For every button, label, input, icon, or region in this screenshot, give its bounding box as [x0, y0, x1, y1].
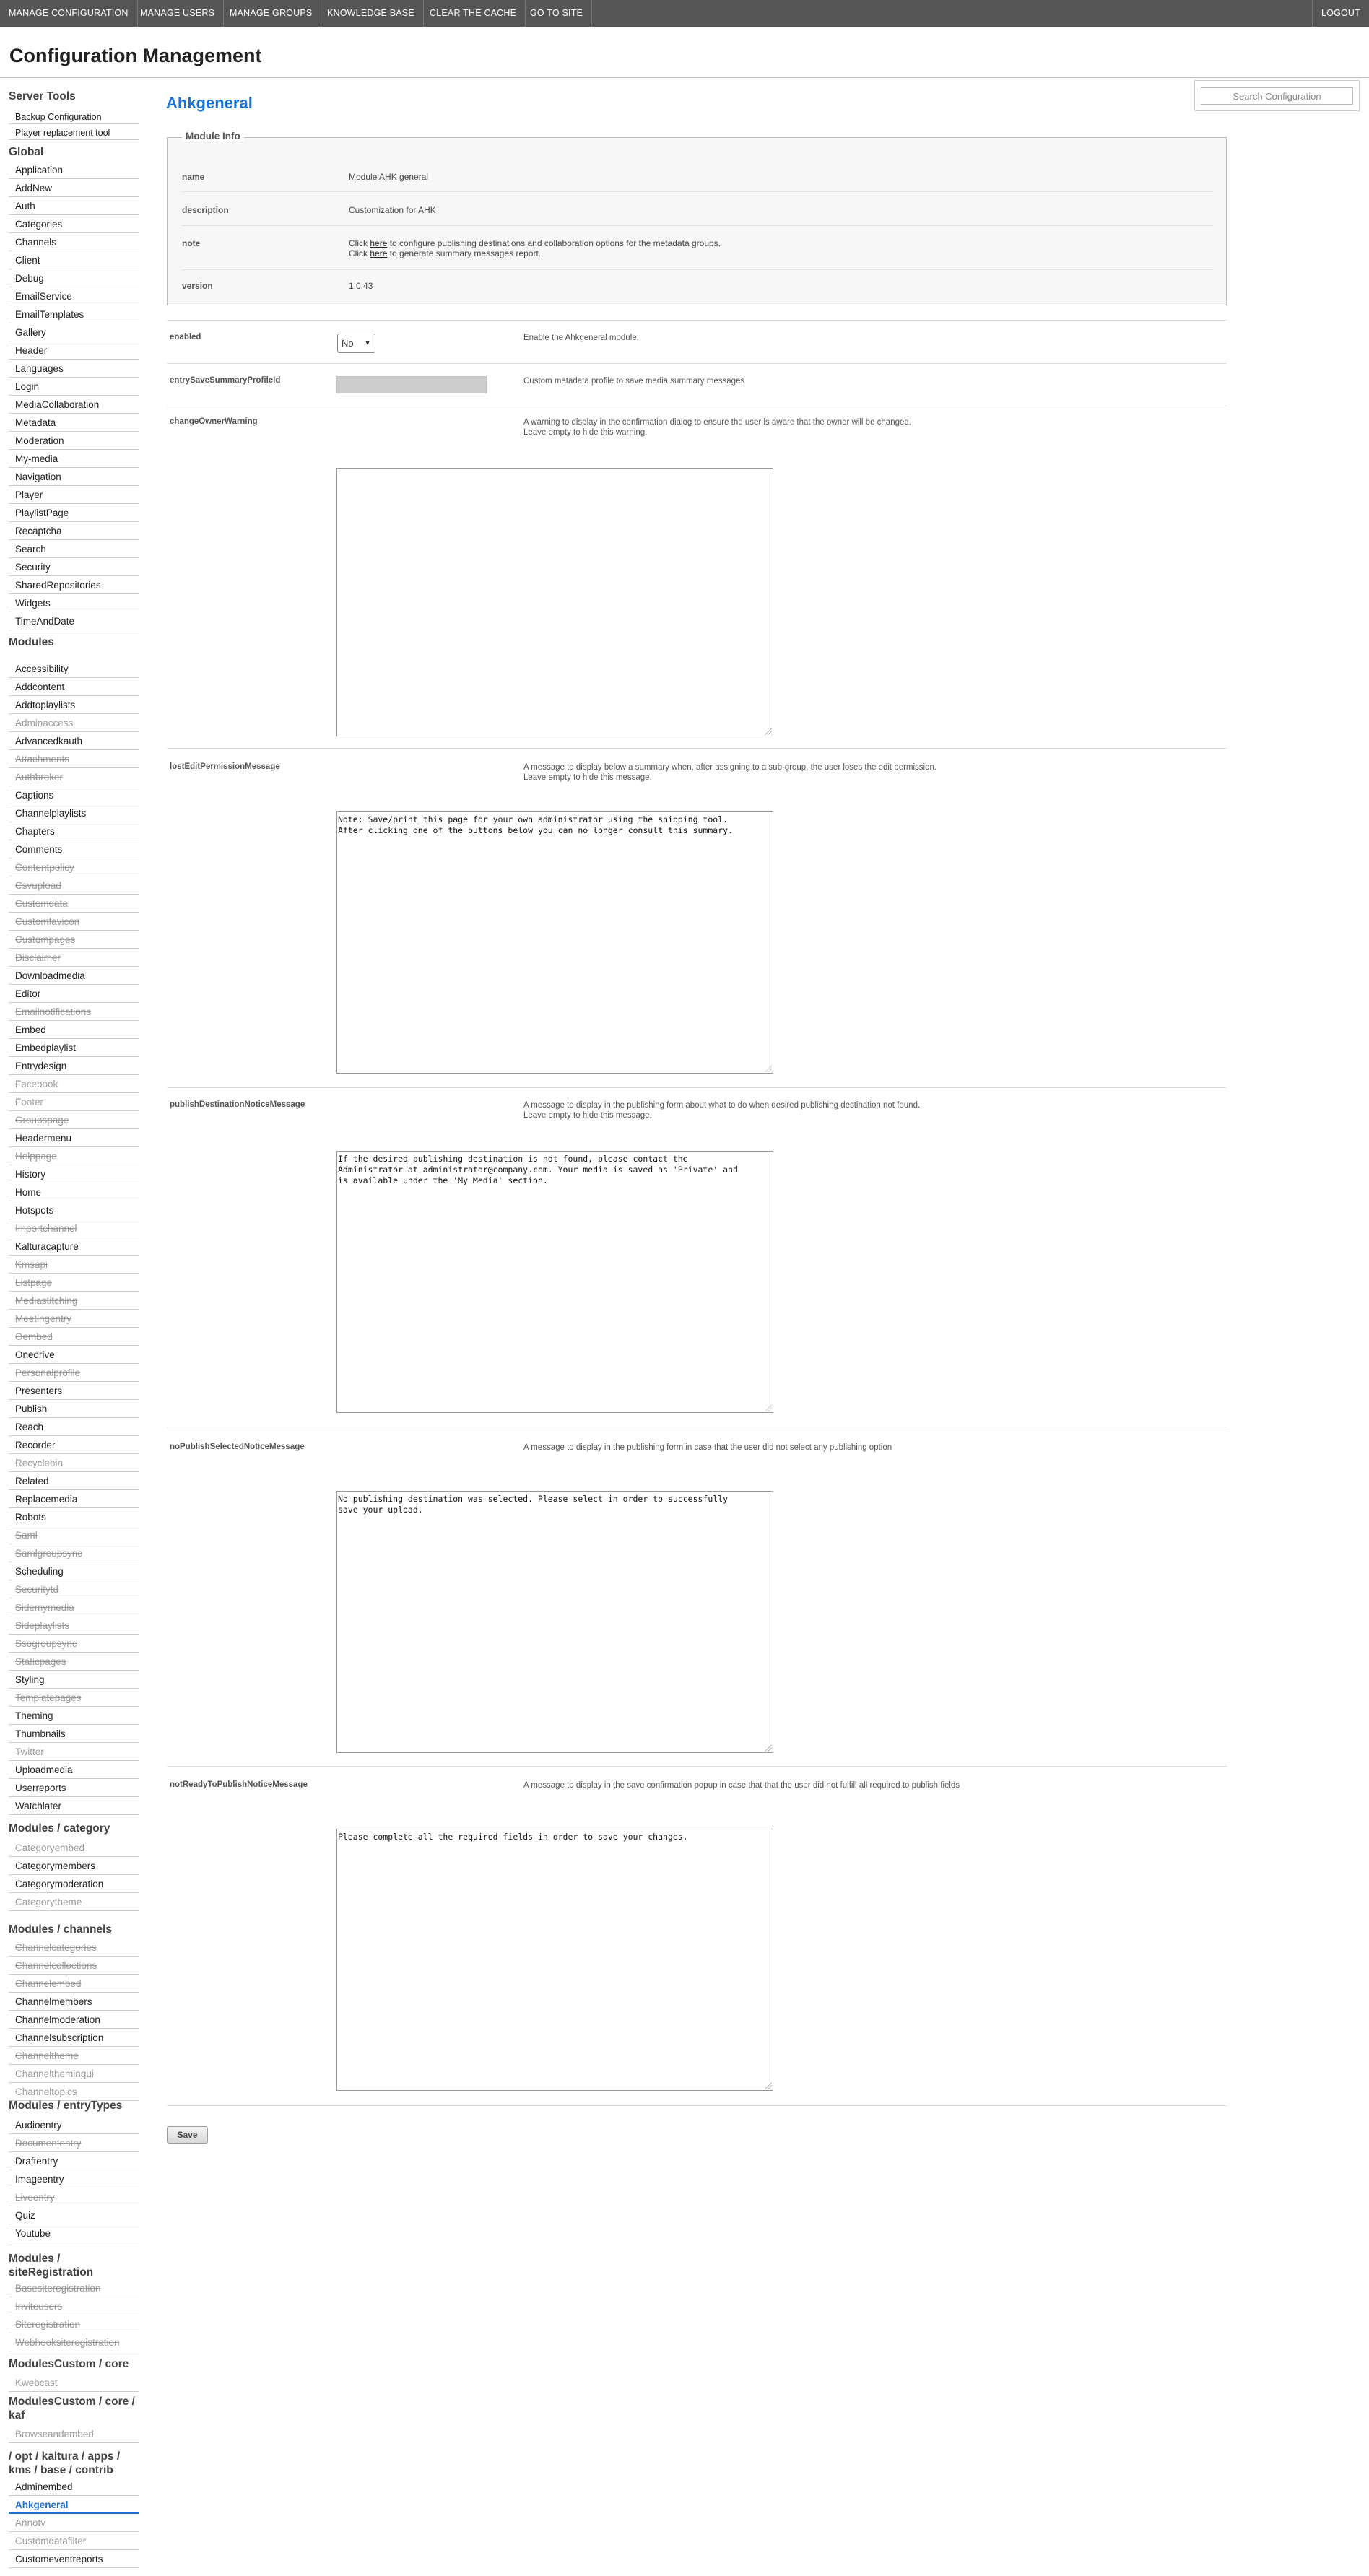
config-row-no-publish-selected-notice-message	[167, 1427, 1227, 1766]
sidebar-item-attachments[interactable]: Attachments	[9, 751, 139, 768]
sidebar-item-onedrive[interactable]: Onedrive	[9, 1346, 139, 1364]
sidebar-item-sideplaylists[interactable]: Sideplaylists	[9, 1617, 139, 1635]
sidebar-item-captions[interactable]: Captions	[9, 787, 139, 804]
sidebar-item-watchlater[interactable]: Watchlater	[9, 1798, 139, 1815]
sidebar-item-channeltopics[interactable]: Channeltopics	[9, 2084, 139, 2101]
sidebar-item-publish[interactable]: Publish	[9, 1401, 139, 1418]
sidebar-item-theming[interactable]: Theming	[9, 1707, 139, 1725]
info-label: description	[182, 205, 229, 215]
sidebar-item-chapters[interactable]: Chapters	[9, 823, 139, 840]
sidebar-item-headermenu[interactable]: Headermenu	[9, 1130, 139, 1147]
nav-knowledge-base[interactable]: KNOWLEDGE BASE	[318, 0, 424, 27]
sidebar	[0, 0, 144, 2576]
sidebar-item-liveentry[interactable]: Liveentry	[9, 2189, 139, 2206]
sidebar-item-customfavicon[interactable]: Customfavicon	[9, 913, 139, 931]
config-description: A warning to display in the confirmation dialog to ensure the user is aware that the owner will be changed. Leave empty to hide this warning.	[523, 418, 911, 437]
sidebar-item-timeanddate[interactable]: TimeAndDate	[9, 613, 139, 630]
sidebar-item-contentpolicy[interactable]: Contentpolicy	[9, 859, 139, 876]
sidebar-item-imageentry[interactable]: Imageentry	[9, 2171, 139, 2188]
config-row-not-ready-to-publish-notice-message	[167, 1766, 1227, 2105]
note-line: Click here to configure publishing destinations and collaboration options for the metadata groups.	[349, 238, 721, 248]
sidebar-item-channelsubscription[interactable]: Channelsubscription	[9, 2029, 139, 2047]
sidebar-item-robots[interactable]: Robots	[9, 1509, 139, 1526]
sidebar-item-player[interactable]: Player	[9, 487, 139, 504]
sidebar-item-browseandembed[interactable]: Browseandembed	[9, 2426, 139, 2443]
sidebar-item-channeltheme[interactable]: Channeltheme	[9, 2048, 139, 2065]
sidebar-item-emailnotifications[interactable]: Emailnotifications	[9, 1004, 139, 1021]
nav-go-to-site[interactable]: GO TO SITE	[521, 0, 592, 27]
sidebar-item-customdata[interactable]: Customdata	[9, 895, 139, 913]
sidebar-item-channelcategories[interactable]: Channelcategories	[9, 1939, 139, 1957]
config-label: publishDestinationNoticeMessage	[170, 1100, 305, 1109]
sidebar-item-adminaccess[interactable]: Adminaccess	[9, 715, 139, 732]
sidebar-item-mediastitching[interactable]: Mediastitching	[9, 1292, 139, 1310]
sidebar-item-kwebcast[interactable]: Kwebcast	[9, 2375, 139, 2392]
config-row-change-owner-warning	[167, 406, 1227, 748]
sidebar-item-csvupload[interactable]: Csvupload	[9, 877, 139, 895]
sidebar-item-groupspage[interactable]: Groupspage	[9, 1112, 139, 1129]
sidebar-item-customdatafilter[interactable]: Customdatafilter	[9, 2533, 139, 2550]
page-title: Configuration Management	[9, 45, 262, 66]
sidebar-item-mediacollaboration[interactable]: MediaCollaboration	[9, 396, 139, 414]
summary-report-link[interactable]: here	[370, 248, 388, 258]
sidebar-item-sharedrepositories[interactable]: SharedRepositories	[9, 577, 139, 594]
sidebar-item-playlistpage[interactable]: PlaylistPage	[9, 505, 139, 522]
nav-manage-configuration[interactable]: MANAGE CONFIGURATION	[0, 0, 138, 27]
sidebar-item-client[interactable]: Client	[9, 252, 139, 269]
sidebar-section-heading: ModulesCustom / core	[9, 2358, 129, 2370]
config-description: A message to display in the publishing form about what to do when desired publishing destination not found. Leave empty to hide this message.	[523, 1101, 921, 1120]
info-value	[349, 238, 721, 258]
sidebar-item-entrydesign[interactable]: Entrydesign	[9, 1058, 139, 1075]
sidebar-item-addtoplaylists[interactable]: Addtoplaylists	[9, 697, 139, 714]
info-value: Customization for AHK	[349, 205, 436, 215]
sidebar-item-meetingentry[interactable]: Meetingentry	[9, 1310, 139, 1328]
sidebar-item-saml[interactable]: Saml	[9, 1527, 139, 1544]
sidebar-item-importchannel[interactable]: Importchannel	[9, 1220, 139, 1237]
config-row-enabled	[167, 320, 1227, 363]
sidebar-item-audioentry[interactable]: Audioentry	[9, 2117, 139, 2134]
resize-handle-icon[interactable]	[765, 1065, 772, 1072]
sidebar-item-youtube[interactable]: Youtube	[9, 2225, 139, 2242]
sidebar-item-categorymoderation[interactable]: Categorymoderation	[9, 1876, 139, 1893]
sidebar-item-ssogroupsync[interactable]: Ssogroupsync	[9, 1635, 139, 1653]
sidebar-item-recyclebin[interactable]: Recyclebin	[9, 1455, 139, 1472]
logout-button[interactable]: LOGOUT	[1312, 0, 1369, 27]
sidebar-item-channelthemingui[interactable]: Channelthemingui	[9, 2066, 139, 2083]
config-label: enabled	[170, 333, 201, 341]
sidebar-item-basesiteregistration[interactable]: Basesiteregistration	[9, 2280, 139, 2297]
sidebar-item-styling[interactable]: Styling	[9, 1671, 139, 1689]
info-label: note	[182, 238, 201, 248]
sidebar-item-authbroker[interactable]: Authbroker	[9, 769, 139, 786]
info-label: version	[182, 281, 213, 291]
sidebar-item-uploadmedia[interactable]: Uploadmedia	[9, 1762, 139, 1779]
config-description: A message to display below a summary when, after assigning to a sub-group, the user loses the edit permission. Leave empty to hide this message.	[523, 763, 937, 782]
sidebar-item-recorder[interactable]: Recorder	[9, 1437, 139, 1454]
sidebar-item-recaptcha[interactable]: Recaptcha	[9, 523, 139, 540]
sidebar-item-documententry[interactable]: Documententry	[9, 2135, 139, 2152]
sidebar-item-footer[interactable]: Footer	[9, 1094, 139, 1111]
config-description: A message to display in the save confirmation popup in case that that the user did not fulfill all required to publish fields	[523, 1781, 960, 1790]
nav-manage-groups[interactable]: MANAGE GROUPS	[221, 0, 321, 27]
sidebar-item-related[interactable]: Related	[9, 1473, 139, 1490]
sidebar-item-customeventreports[interactable]: Customeventreports	[9, 2551, 139, 2568]
config-description: A message to display in the publishing form in case that the user did not select any publishing option	[523, 1443, 892, 1452]
config-description: Enable the Ahkgeneral module.	[523, 334, 639, 342]
sidebar-item-backup-configuration[interactable]: Backup Configuration	[9, 108, 139, 124]
sidebar-item-categorymembers[interactable]: Categorymembers	[9, 1858, 139, 1875]
sidebar-item-advancedkauth[interactable]: Advancedkauth	[9, 733, 139, 750]
sidebar-item-annotv[interactable]: Annotv	[9, 2515, 139, 2532]
info-row-description	[182, 192, 1213, 226]
nav-clear-the-cache[interactable]: CLEAR THE CACHE	[421, 0, 526, 27]
sidebar-item-categorytheme[interactable]: Categorytheme	[9, 1894, 139, 1911]
config-row-publish-destination-notice-message	[167, 1087, 1227, 1427]
sidebar-item-downloadmedia[interactable]: Downloadmedia	[9, 967, 139, 985]
sidebar-item-navigation[interactable]: Navigation	[9, 469, 139, 486]
sidebar-item-addcontent[interactable]: Addcontent	[9, 679, 139, 696]
sidebar-section-heading: Modules	[9, 636, 54, 648]
info-row-note	[182, 226, 1213, 270]
sidebar-item-presenters[interactable]: Presenters	[9, 1383, 139, 1400]
sidebar-item-userreports[interactable]: Userreports	[9, 1780, 139, 1797]
sidebar-item-widgets[interactable]: Widgets	[9, 595, 139, 612]
sidebar-item-accessibility[interactable]: Accessibility	[9, 661, 139, 678]
sidebar-item-security[interactable]: Security	[9, 559, 139, 576]
sidebar-item-listpage[interactable]: Listpage	[9, 1274, 139, 1292]
sidebar-section-heading: Server Tools	[9, 90, 76, 103]
sidebar-item-channelembed[interactable]: Channelembed	[9, 1975, 139, 1993]
module-info-panel	[167, 131, 1227, 305]
sidebar-item-staticpages[interactable]: Staticpages	[9, 1653, 139, 1671]
config-label: entrySaveSummaryProfileId	[170, 376, 281, 385]
sidebar-item-thumbnails[interactable]: Thumbnails	[9, 1726, 139, 1743]
sidebar-item-inviteusers[interactable]: Inviteusers	[9, 2298, 139, 2315]
sidebar-item-addnew[interactable]: AddNew	[9, 180, 139, 197]
sidebar-item-replacemedia[interactable]: Replacemedia	[9, 1491, 139, 1508]
sidebar-item-player-replacement-tool[interactable]: Player replacement tool	[9, 124, 139, 140]
sidebar-item-search[interactable]: Search	[9, 541, 139, 558]
sidebar-item-ahkgeneral[interactable]: Ahkgeneral	[9, 2497, 139, 2514]
config-row-entry-save-summary-profile-id	[167, 363, 1227, 406]
sidebar-item-sidemymedia[interactable]: Sidemymedia	[9, 1599, 139, 1616]
save-button[interactable]: Save	[167, 2126, 208, 2144]
resize-handle-icon[interactable]	[765, 1744, 772, 1752]
sidebar-item-templatepages[interactable]: Templatepages	[9, 1689, 139, 1707]
no-publish-selected-textarea[interactable]: No publishing destination was selected. Please select in order to successfully save your upload.	[336, 1491, 773, 1753]
enabled-select-value: No	[342, 338, 354, 349]
sidebar-item-custompages[interactable]: Custompages	[9, 931, 139, 949]
enabled-select[interactable]	[337, 334, 375, 353]
config-description: Custom metadata profile to save media summary messages	[523, 377, 745, 386]
module-info-legend: Module Info	[182, 131, 244, 142]
sidebar-section-heading: Modules / entryTypes	[9, 2099, 123, 2112]
sidebar-item-disclaimer[interactable]: Disclaimer	[9, 949, 139, 967]
sidebar-item-scheduling[interactable]: Scheduling	[9, 1563, 139, 1580]
sidebar-item-embed[interactable]: Embed	[9, 1022, 139, 1039]
lost-edit-permission-textarea[interactable]: Note: Save/print this page for your own administrator using the snipping tool. After clicking one of the buttons below you can no longer consult this summary.	[336, 811, 773, 1074]
sidebar-item-metadata[interactable]: Metadata	[9, 414, 139, 432]
config-row-lost-edit-permission-message	[167, 748, 1227, 1087]
search-box	[1194, 80, 1360, 111]
sidebar-item-home[interactable]: Home	[9, 1184, 139, 1201]
sidebar-item-emailtemplates[interactable]: EmailTemplates	[9, 306, 139, 323]
sidebar-section-heading: Modules / category	[9, 1822, 110, 1835]
sidebar-item-samlgroupsync[interactable]: Samlgroupsync	[9, 1545, 139, 1562]
resize-handle-icon[interactable]	[765, 2082, 772, 2089]
publish-destination-notice-textarea[interactable]: If the desired publishing destination is not found, please contact the Administrator at administrator@company.com. Your media is saved as 'Private' and is available under the 'My Media' section.	[336, 1151, 773, 1413]
config-label: lostEditPermissionMessage	[170, 762, 280, 771]
sidebar-item-oembed[interactable]: Oembed	[9, 1328, 139, 1346]
info-row-version	[182, 270, 1213, 303]
sidebar-section-heading: ModulesCustom / core / kaf	[9, 2396, 135, 2421]
resize-handle-icon[interactable]	[765, 728, 772, 735]
sidebar-item-reach[interactable]: Reach	[9, 1419, 139, 1436]
sidebar-item-channels[interactable]: Channels	[9, 234, 139, 251]
sidebar-item-editor[interactable]: Editor	[9, 985, 139, 1003]
sidebar-item-channelcollections[interactable]: Channelcollections	[9, 1957, 139, 1975]
sidebar-item-comments[interactable]: Comments	[9, 841, 139, 858]
top-navigation-bar	[0, 0, 1369, 27]
info-value: 1.0.43	[349, 281, 373, 291]
sidebar-item-adminembed[interactable]: Adminembed	[9, 2479, 139, 2496]
sidebar-item-auth[interactable]: Auth	[9, 198, 139, 215]
profile-select[interactable]	[336, 376, 487, 393]
sidebar-item-history[interactable]: History	[9, 1166, 139, 1183]
sidebar-item-embedplaylist[interactable]: Embedplaylist	[9, 1040, 139, 1057]
module-title: Ahkgeneral	[166, 94, 253, 112]
config-label: noPublishSelectedNoticeMessage	[170, 1443, 305, 1451]
config-label: notReadyToPublishNoticeMessage	[170, 1780, 308, 1789]
sidebar-item-header[interactable]: Header	[9, 342, 139, 360]
sidebar-item-languages[interactable]: Languages	[9, 360, 139, 378]
sidebar-item-login[interactable]: Login	[9, 378, 139, 396]
note-line: Click here to generate summary messages report.	[349, 248, 542, 258]
sidebar-item-personalprofile[interactable]: Personalprofile	[9, 1365, 139, 1382]
nav-manage-users[interactable]: MANAGE USERS	[131, 0, 224, 27]
sidebar-item-moderation[interactable]: Moderation	[9, 432, 139, 450]
sidebar-item-quiz[interactable]: Quiz	[9, 2207, 139, 2224]
sidebar-item-emailservice[interactable]: EmailService	[9, 288, 139, 305]
info-label: name	[182, 172, 205, 182]
sidebar-item-categories[interactable]: Categories	[9, 216, 139, 233]
save-row	[167, 2105, 1227, 2140]
sidebar-section-heading: Modules / channels	[9, 1923, 112, 1936]
sidebar-item-categoryembed[interactable]: Categoryembed	[9, 1840, 139, 1857]
chevron-down-icon: ▼	[364, 339, 371, 347]
sidebar-item-twitter[interactable]: Twitter	[9, 1744, 139, 1761]
sidebar-item-securitytd[interactable]: Securitytd	[9, 1581, 139, 1598]
sidebar-item-hotspots[interactable]: Hotspots	[9, 1202, 139, 1219]
sidebar-item-kalturacapture[interactable]: Kalturacapture	[9, 1238, 139, 1256]
sidebar-item-gallery[interactable]: Gallery	[9, 324, 139, 341]
sidebar-section-heading: / opt / kaltura / apps / kms / base / contrib	[9, 2450, 121, 2476]
sidebar-item-webhooksiteregistration[interactable]: Webhooksiteregistration	[9, 2334, 139, 2351]
sidebar-item-debug[interactable]: Debug	[9, 270, 139, 287]
sidebar-item-channelplaylists[interactable]: Channelplaylists	[9, 805, 139, 822]
info-row-name	[182, 158, 1213, 192]
sidebar-item-kmsapi[interactable]: Kmsapi	[9, 1256, 139, 1274]
sidebar-item-helppage[interactable]: Helppage	[9, 1148, 139, 1165]
search-input[interactable]	[1201, 87, 1353, 105]
change-owner-warning-textarea[interactable]	[336, 468, 773, 736]
sidebar-item-channelmembers[interactable]: Channelmembers	[9, 1993, 139, 2011]
sidebar-item-application[interactable]: Application	[9, 162, 139, 179]
info-value: Module AHK general	[349, 172, 429, 182]
sidebar-item-channelmoderation[interactable]: Channelmoderation	[9, 2011, 139, 2029]
sidebar-section-heading: Global	[9, 146, 44, 158]
config-label: changeOwnerWarning	[170, 417, 258, 426]
sidebar-item-siteregistration[interactable]: Siteregistration	[9, 2316, 139, 2333]
title-divider	[0, 77, 1369, 78]
resize-handle-icon[interactable]	[765, 1404, 772, 1411]
sidebar-section-heading: Modules / siteRegistration	[9, 2253, 94, 2279]
sidebar-item-facebook[interactable]: Facebook	[9, 1076, 139, 1093]
metadata-groups-link[interactable]: here	[370, 238, 388, 248]
not-ready-to-publish-textarea[interactable]: Please complete all the required fields in order to save your changes.	[336, 1829, 773, 2091]
sidebar-item-draftentry[interactable]: Draftentry	[9, 2153, 139, 2170]
sidebar-item-my-media[interactable]: My-media	[9, 451, 139, 468]
